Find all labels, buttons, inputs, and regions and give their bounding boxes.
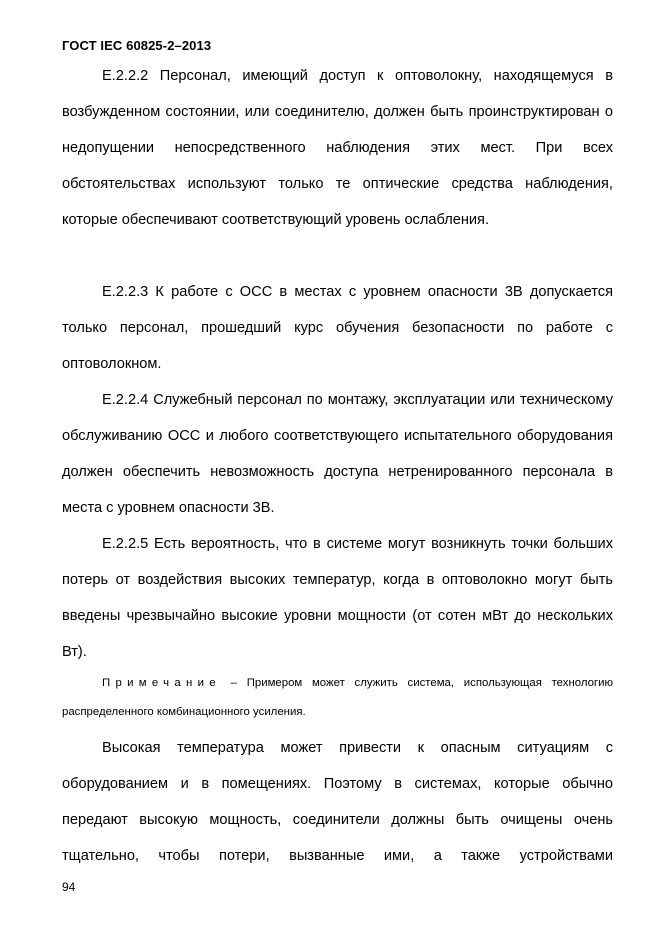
document-header: ГОСТ IEC 60825-2–2013 <box>62 38 212 53</box>
page-number: 94 <box>62 880 76 894</box>
note-paragraph <box>62 669 613 727</box>
note-text: – Примером может служить система, использующая технологию распределенного комбинационного усиления. <box>62 677 613 718</box>
paragraph-e-2-2-4: Е.2.2.4 Служебный персонал по монтажу, эксплуатации или техническому обслуживанию ОСС и любого соответствующего испытательного оборудования должен обеспечить невозможность доступа нетренированного персонала в места с уровнем опасности 3В. <box>62 392 613 516</box>
paragraph-e-2-2-5: Е.2.2.5 Есть вероятность, что в системе могут возникнуть точки больших потерь от воздействия высоких температур, когда в оптоволокно могут быть введены чрезвычайно высокие уровни мощности (от сотен мВт до нескольких Вт). <box>62 536 613 660</box>
paragraph-high-temperature: Высокая температура может привести к опасным ситуациям с оборудованием и в помещениях. Поэтому в системах, которые обычно передают высокую мощность, соединители должны быть очищены очень тщательно, чтобы потери, вызванные ими, а также устройствами <box>62 740 613 864</box>
paragraph-e-2-2-3: Е.2.2.3 К работе с ОСС в местах с уровнем опасности 3В допускается только персонал, прошедший курс обучения безопасности по работе с оптоволокном. <box>62 284 613 372</box>
note-label: Примечание <box>102 677 221 689</box>
paragraph-e-2-2-2: Е.2.2.2 Персонал, имеющий доступ к оптоволокну, находящемуся в возбужденном состоянии, или соединителю, должен быть проинструктирован о недопущении непосредственного наблюдения этих мест. При всех обстоятельствах используют только те оптические средства наблюдения, которые обеспечивают соответствующий уровень ослабления. <box>62 68 613 228</box>
